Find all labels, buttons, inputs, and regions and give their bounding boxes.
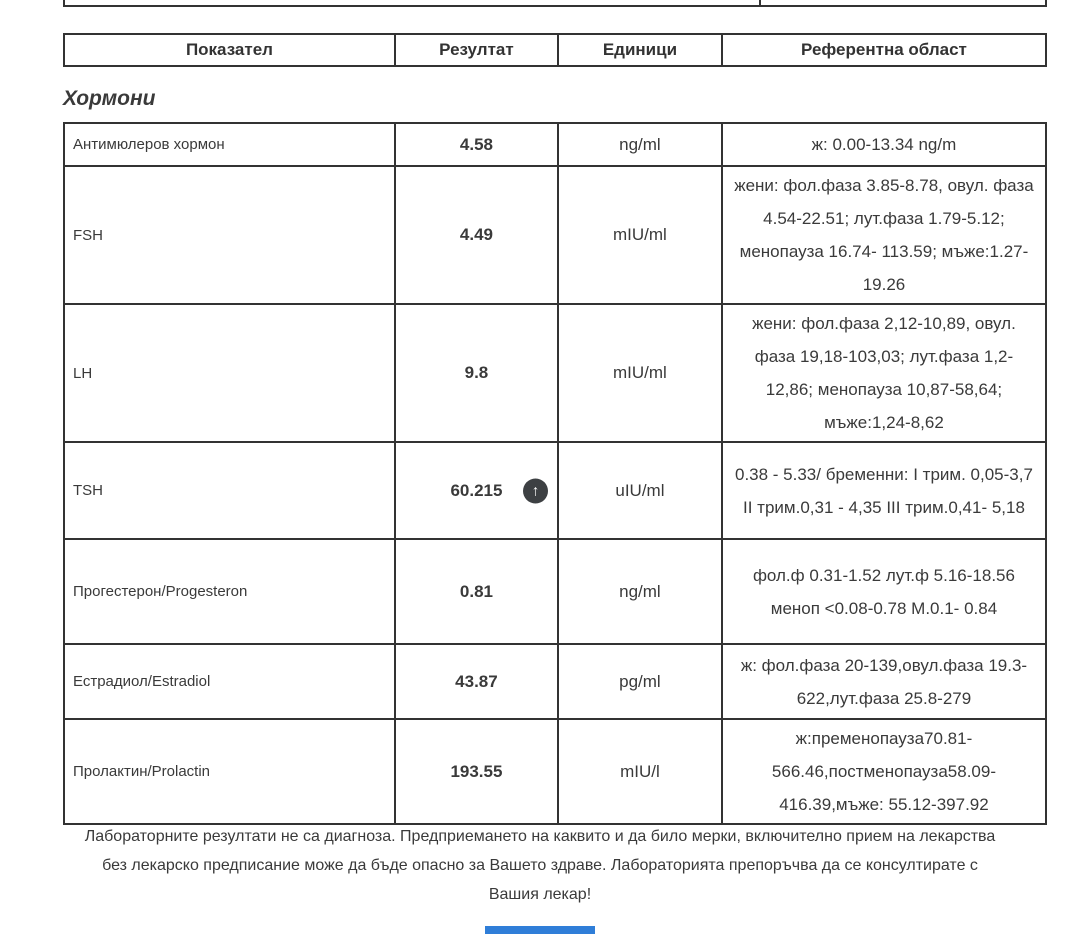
results-table (63, 122, 1047, 825)
test-reference-range: жени: фол.фаза 3.85-8.78, овул. фаза 4.54-22.51; лут.фаза 1.79-5.12; менопауза 16.74- 113.59; мъже:1.27-19.26 (722, 166, 1046, 304)
table-row (64, 166, 1046, 304)
cutoff-table-row-fragment (63, 0, 1047, 7)
header-indicator: Показател (64, 34, 395, 66)
test-units: mIU/ml (558, 166, 722, 304)
test-result-value: 60.215 (450, 480, 503, 500)
test-name: Пролактин/Prolactin (64, 719, 395, 824)
test-name: TSH (64, 442, 395, 539)
table-row (64, 442, 1046, 539)
test-reference-range: ж:пременопауза70.81- 566.46,постменопауза58.09- 416.39,мъже: 55.12-397.92 (722, 719, 1046, 824)
test-units: mIU/l (558, 719, 722, 824)
table-row (64, 123, 1046, 166)
test-units: uIU/ml (558, 442, 722, 539)
test-result: 9.8 (395, 304, 558, 442)
header-reference: Референтна област (722, 34, 1046, 66)
fragment-column-divider (759, 0, 761, 5)
results-header-table (63, 33, 1047, 67)
test-result: 4.49 (395, 166, 558, 304)
header-row (64, 34, 1046, 66)
header-result: Резултат (395, 34, 558, 66)
test-reference-range: фол.ф 0.31-1.52 лут.ф 5.16-18.56 меноп <0.08-0.78 М.0.1- 0.84 (722, 539, 1046, 644)
high-value-arrow-icon: ↑ (523, 478, 548, 503)
test-name: Антимюлеров хормон (64, 123, 395, 166)
test-name: FSH (64, 166, 395, 304)
table-row (64, 304, 1046, 442)
bottom-blue-bar (485, 926, 595, 934)
table-row (64, 644, 1046, 719)
test-result: 43.87 (395, 644, 558, 719)
section-title-hormones: Хормони (63, 87, 156, 110)
test-reference-range: ж: 0.00-13.34 ng/m (722, 123, 1046, 166)
test-result (395, 442, 558, 539)
header-units: Единици (558, 34, 722, 66)
test-units: pg/ml (558, 644, 722, 719)
table-row (64, 719, 1046, 824)
table-row (64, 539, 1046, 644)
test-result: 4.58 (395, 123, 558, 166)
test-result: 0.81 (395, 539, 558, 644)
test-units: ng/ml (558, 539, 722, 644)
test-units: ng/ml (558, 123, 722, 166)
test-name: LH (64, 304, 395, 442)
test-reference-range: 0.38 - 5.33/ бременни: I трим. 0,05-3,7 II трим.0,31 - 4,35 III трим.0,41- 5,18 (722, 442, 1046, 539)
test-name: Естрадиол/Estradiol (64, 644, 395, 719)
test-units: mIU/ml (558, 304, 722, 442)
test-reference-range: жени: фол.фаза 2,12-10,89, овул. фаза 19,18-103,03; лут.фаза 1,2-12,86; менопауза 10,87-58,64; мъже:1,24-8,62 (722, 304, 1046, 442)
test-name: Прогестерон/Progesteron (64, 539, 395, 644)
test-result: 193.55 (395, 719, 558, 824)
lab-disclaimer-text: Лабораторните резултати не са диагноза. Предприемането на каквито и да било мерки, включително прием на лекарства без лекарско предписание може да бъде опасно за Вашето здраве. Лабораторията препоръчва да се консултирате с Вашия лекар! (84, 828, 996, 903)
test-reference-range: ж: фол.фаза 20-139,овул.фаза 19.3-622,лут.фаза 25.8-279 (722, 644, 1046, 719)
